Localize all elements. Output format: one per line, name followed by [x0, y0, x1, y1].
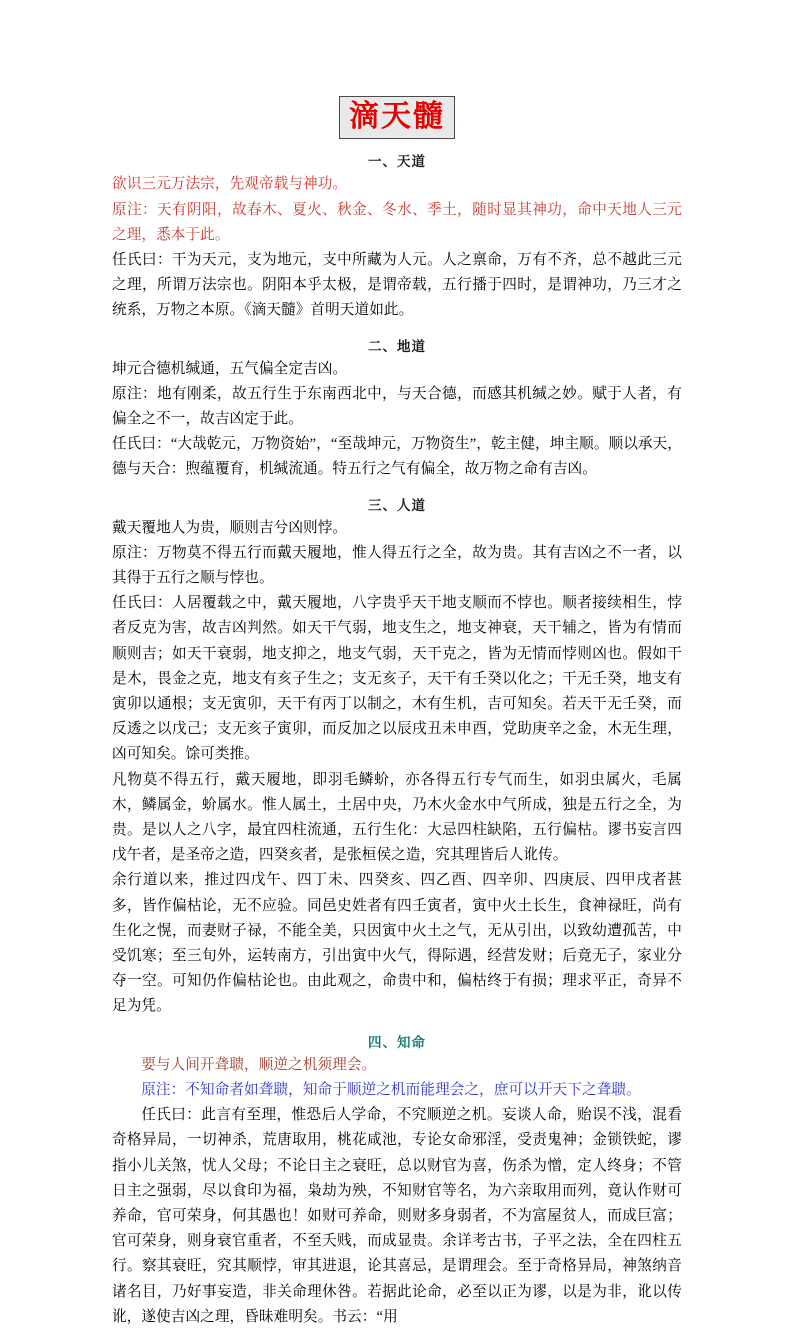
title-container: [112, 0, 682, 139]
section-heading-rendao: 三、人道: [368, 497, 426, 513]
paragraph-renshiyue: 任氏曰：“大哉乾元，万物资始”，“至哉坤元，万物资生”，乾主健，坤主顺。顺以承天，德与天合：煦蕴覆育，机缄流通。特五行之气有偏全，故万物之命有吉凶。: [112, 436, 682, 478]
paragraph-verse: 要与人间开聋聩，顺逆之机须理会。: [141, 1056, 377, 1073]
document-content: [112, 0, 682, 1330]
section-heading-tiandao: 一、天道: [368, 154, 426, 170]
paragraph-renshiyue: 任氏曰：此言有至理，惟恐后人学命，不究顺逆之机。妄谈人命，贻误不浅，混看奇格异局，一切神杀，荒唐取用，桃花咸池，专论女命邪淫，受责鬼神；金锁铁蛇，谬指小儿关煞，忧人父母；不论日主之衰旺，总以财官为喜，伤杀为憎，定人终身；不管日主之强弱，尽以食印为福，枭劫为殃，不知财官等名，为六亲取用而列，竟认作财可养命，官可荣身，何其愚也！如财可养命，则财多身弱者，不为富屋贫人，而成巨富；官可荣身，则身衰官重者，不至夭贱，而成显贵。余详考古书，子平之法，全在四柱五行。察其衰旺，究其顺悖，审其进退，论其喜忌，是谓理会。至于奇格异局，神煞纳音诸名目，乃好事妄造，非关命理休咎。若据此论命，必至以正为谬，以是为非，讹以传讹，遂使吉凶之理，昏昧难明矣。书云：“用: [112, 1107, 682, 1325]
paragraph-yuanzhu: 原注：不知命者如聋聩，知命于顺逆之机而能理会之，庶可以开天下之聋聩。: [141, 1081, 641, 1098]
paragraph-yuanzhu: 原注：万物莫不得五行而戴天履地，惟人得五行之全，故为贵。其有吉凶之不一者，以其得于五行之顺与悖也。: [112, 544, 682, 587]
document-title: 滴天髓: [339, 96, 455, 139]
paragraph-verse: 欲识三元万法宗，先观帝载与神功。: [112, 176, 348, 193]
paragraph-verse: 戴天覆地人为贵，顺则吉兮凶则悖。: [112, 519, 348, 536]
paragraph-renshiyue: 任氏曰：干为天元，支为地元，支中所藏为人元。人之禀命，万有不齐，总不越此三元之理，所谓万法宗也。阴阳本乎太极，是谓帝载，五行播于四时，是谓神功，乃三才之统系，万物之本原。《滴天髓》首明天道如此。: [112, 252, 682, 319]
paragraph-renshiyue: 任氏曰：人居覆载之中，戴天履地，八字贵乎天干地支顺而不悖也。顺者接续相生，悖者反克为害，故吉凶判然。如天干气弱，地支生之，地支神衰，天干辅之，皆为有情而顺则吉；如天干衰弱，地支抑之，地支气弱，天干克之，皆为无情而悖则凶也。假如干是木，畏金之克，地支有亥子生之；支无亥子，天干有壬癸以化之；干无壬癸，地支有寅卯以通根；支无寅卯，天干有丙丁以制之，木有生机，吉可知矣。若天干无壬癸，而反透之以戊己；支无亥子寅卯，而反加之以辰戌丑未申酉，党助庚辛之金，木无生理，凶可知矣。馀可类推。: [112, 595, 682, 763]
section-heading-zhiming: 四、知命: [368, 1034, 426, 1050]
section-heading-didao: 二、地道: [368, 338, 426, 354]
paragraph-verse: 坤元合德机缄通，五气偏全定吉凶。: [112, 360, 348, 377]
paragraph-yuanzhu: 原注：天有阴阳，故春木、夏火、秋金、冬水、季土，随时显其神功，命中天地人三元之理，悉本于此。: [112, 201, 682, 243]
paragraph-body: 凡物莫不得五行，戴天履地，即羽毛鳞蚧，亦各得五行专气而生，如羽虫属火，毛属木，鳞属金，蚧属水。惟人属土，土居中央，乃木火金水中气所成，独是五行之全，为贵。是以人之八字，最宜四柱流通，五行生化：大忌四柱缺陷，五行偏枯。谬书妄言四戊午者，是圣帝之造，四癸亥者，是张桓侯之造，究其理皆后人讹传。: [112, 771, 682, 864]
paragraph-body: 余行道以来，推过四戊午、四丁未、四癸亥、四乙酉、四辛卯、四庚辰、四甲戌者甚多，皆作偏枯论，无不应验。同邑史姓者有四壬寅者，寅中火土长生，食神禄旺，尚有生化之愰，而妻财子禄，不能全美，只因寅中火土之气，无从引出，以致幼遭孤苦，中受饥寒；至三旬外，运转南方，引出寅中火气，得际遇，经营发财；后竟无子，家业分夺一空。可知仍作偏枯论也。由此观之，命贵中和，偏枯终于有损；理求平正，奇异不足为凭。: [112, 872, 682, 1015]
paragraph-yuanzhu: 原注：地有刚柔，故五行生于东南西北中，与天合德，而感其机缄之妙。赋于人者，有偏全之不一，故吉凶定于此。: [112, 385, 682, 428]
